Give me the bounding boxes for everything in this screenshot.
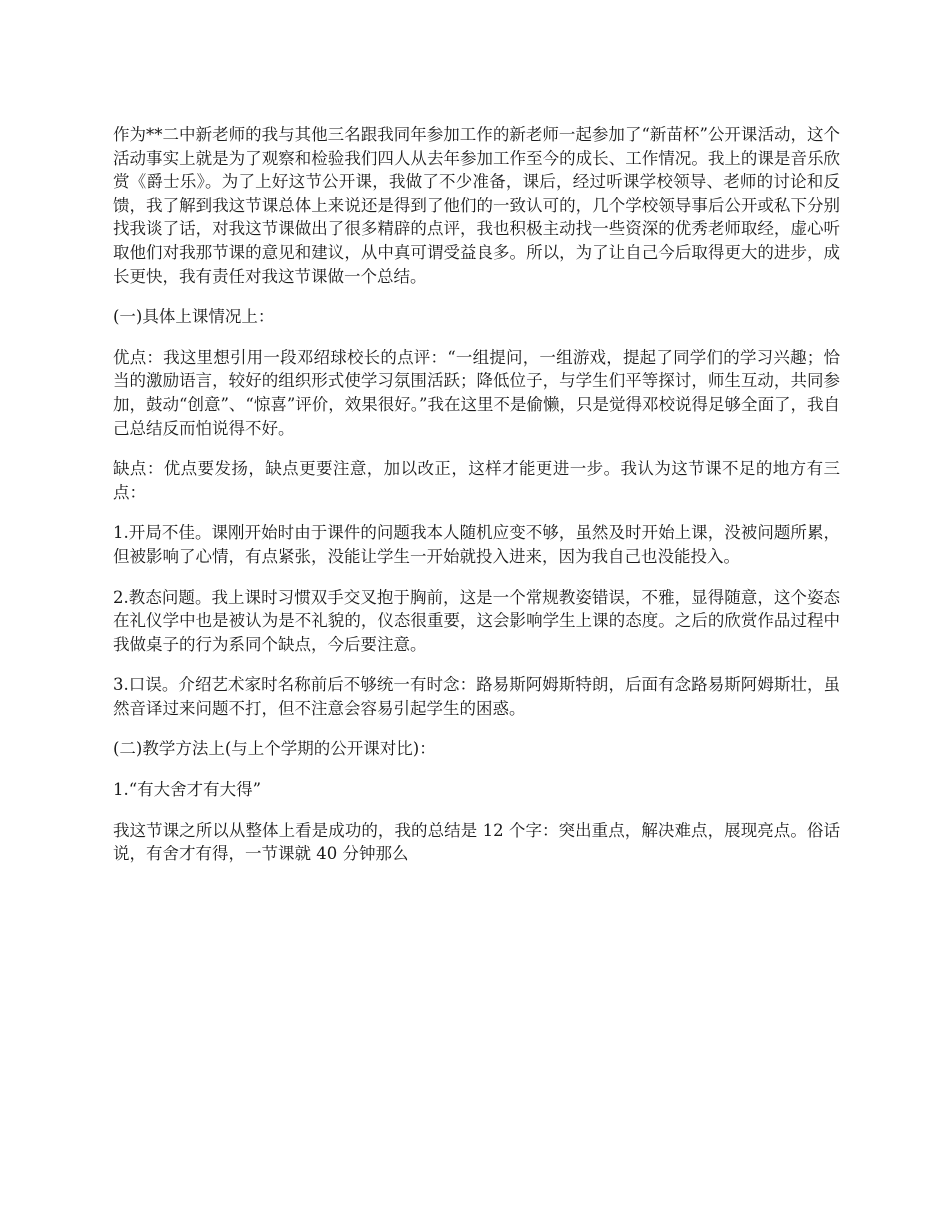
section-heading-teaching-method: (二)教学方法上(与上个学期的公开课对比)：	[113, 739, 436, 759]
document-page	[113, 123, 840, 883]
intro-paragraph: 作为**二中新老师的我与其他三名跟我同年参加工作的新老师一起参加了“新苗杯”公开课活动，这个活动事实上就是为了观察和检验我们四人从去年参加工作至今的成长、工作情况。我上的课是音乐欣赏《爵士乐》。为了上好这节公开课，我做了不少准备，课后，经过听课学校领导、老师的讨论和反馈，我了解到我这节课总体上来说还是得到了他们的一致认可的，几个学校领导事后公开或私下分别找我谈了话，对我这节课做出了很多精辟的点评，我也积极主动找一些资深的优秀老师取经，虚心听取他们对我那节课的意见和建议，从中真可谓受益良多。所以，为了让自己今后取得更大的进步，成长更快，我有责任对我这节课做一个总结。	[113, 125, 840, 286]
summary-paragraph: 我这节课之所以从整体上看是成功的，我的总结是 12 个字：突出重点，解决难点，展现亮点。俗话说，有舍才有得，一节课就 40 分钟那么	[113, 820, 840, 864]
section-heading-class-situation: (一)具体上课情况上：	[113, 307, 275, 327]
subheading-give-up-to-gain: 1.“有大舍才有大得”	[113, 780, 262, 800]
strengths-paragraph: 优点：我这里想引用一段邓绍球校长的点评：“一组提问，一组游戏，提起了同学们的学习兴趣；恰当的激励语言，较好的组织形式使学习氛围活跃；降低位子，与学生们平等探讨，师生互动，共同参加，鼓动“创意”、“惊喜”评价，效果很好。”我在这里不是偷懒，只是觉得邓校说得足够全面了，我自己总结反而怕说得不好。	[113, 347, 840, 438]
weakness-item-1: 1.开局不佳。课刚开始时由于课件的问题我本人随机应变不够，虽然及时开始上课，没被问题所累，但被影响了心情，有点紧张，没能让学生一开始就投入进来，因为我自己也没能投入。	[113, 523, 840, 566]
weakness-item-3: 3.口误。介绍艺术家时名称前后不够统一有时念：路易斯阿姆斯特朗，后面有念路易斯阿姆斯壮，虽然音译过来问题不打，但不注意会容易引起学生的困惑。	[113, 675, 840, 718]
weakness-item-2: 2.教态问题。我上课时习惯双手交叉抱于胸前，这是一个常规教姿错误，不雅，显得随意，这个姿态在礼仪学中也是被认为是不礼貌的，仪态很重要，这会影响学生上课的态度。之后的欣赏作品过程中我做桌子的行为系同个缺点，今后要注意。	[113, 587, 840, 654]
weaknesses-intro-paragraph: 缺点：优点要发扬，缺点更要注意，加以改正，这样才能更进一步。我认为这节课不足的地方有三点：	[113, 459, 840, 502]
